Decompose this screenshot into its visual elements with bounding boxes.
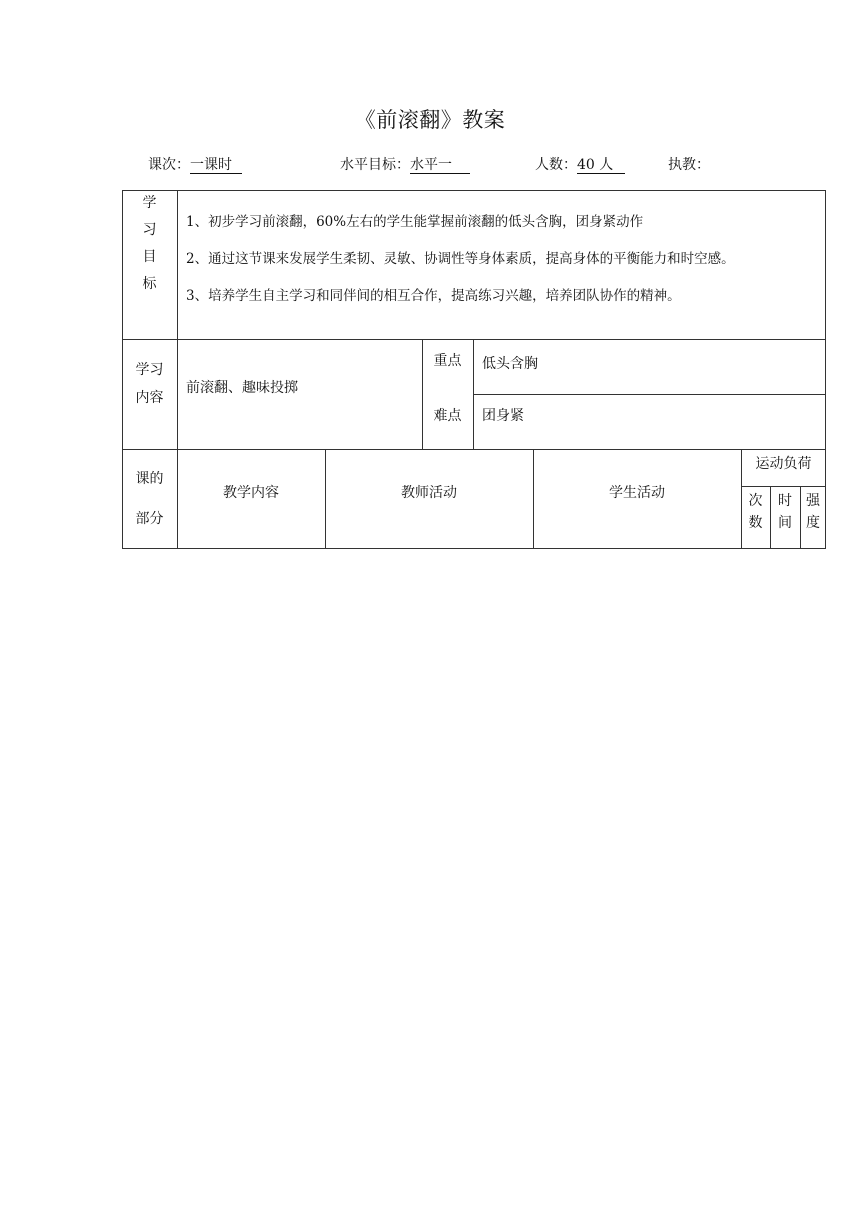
times-header — [741, 490, 770, 534]
teacher-field — [668, 154, 710, 176]
key-point-label: 重点 — [433, 353, 462, 369]
level-label: 水平目标： — [340, 157, 410, 173]
part-label — [122, 459, 177, 539]
objectives-label-char: 标 — [142, 276, 157, 292]
row-divider — [741, 486, 826, 487]
teacher-activity-header: 教师活动 — [401, 485, 457, 501]
times-header-char: 数 — [748, 515, 763, 531]
content-label-line: 学习 — [135, 362, 164, 378]
count-field — [535, 154, 625, 176]
content-value: 前滚翻、趣味投掷 — [186, 380, 298, 396]
lesson-label: 课次： — [148, 157, 190, 173]
objectives-label-char: 习 — [142, 222, 157, 238]
teaching-content-header: 教学内容 — [223, 485, 279, 501]
count-label: 人数： — [535, 157, 577, 173]
objective-item: 1、初步学习前滚翻，60%左右的学生能掌握前滚翻的低头含胸，团身紧动作 — [186, 214, 644, 230]
teacher-label: 执教： — [668, 157, 710, 173]
objectives-label — [122, 190, 177, 298]
times-header-char: 次 — [748, 493, 763, 509]
load-header: 运动负荷 — [755, 456, 812, 472]
row-divider — [122, 339, 826, 340]
level-field — [340, 154, 470, 176]
intensity-header — [800, 490, 826, 534]
page-title: 《前滚翻》教案 — [354, 108, 506, 132]
count-value: 40 人 — [577, 157, 625, 174]
difficulty-value: 团身紧 — [482, 408, 524, 424]
content-label-line: 内容 — [135, 390, 164, 406]
duration-header — [770, 490, 800, 534]
objectives-label-char: 学 — [142, 195, 157, 211]
intensity-header-char: 强 — [806, 493, 820, 509]
intensity-header-char: 度 — [806, 515, 820, 531]
lesson-field — [148, 154, 242, 176]
part-label-line: 部分 — [135, 511, 164, 527]
key-point-value: 低头含胸 — [482, 356, 538, 372]
difficulty-label: 难点 — [433, 408, 462, 424]
col-divider — [473, 339, 474, 449]
student-activity-header: 学生活动 — [609, 485, 665, 501]
content-label — [122, 356, 177, 412]
row-divider — [122, 449, 826, 450]
objective-item: 2、通过这节课来发展学生柔韧、灵敏、协调性等身体素质，提高身体的平衡能力和时空感。 — [186, 251, 735, 267]
objectives-label-char: 目 — [142, 249, 157, 265]
duration-header-char: 间 — [778, 515, 792, 531]
lesson-value: 一课时 — [190, 157, 242, 174]
part-label-line: 课的 — [135, 471, 164, 487]
row-divider — [473, 394, 826, 395]
duration-header-char: 时 — [778, 493, 792, 509]
objective-item: 3、培养学生自主学习和同伴间的相互合作，提高练习兴趣，培养团队协作的精神。 — [186, 288, 681, 304]
level-value: 水平一 — [410, 157, 470, 174]
